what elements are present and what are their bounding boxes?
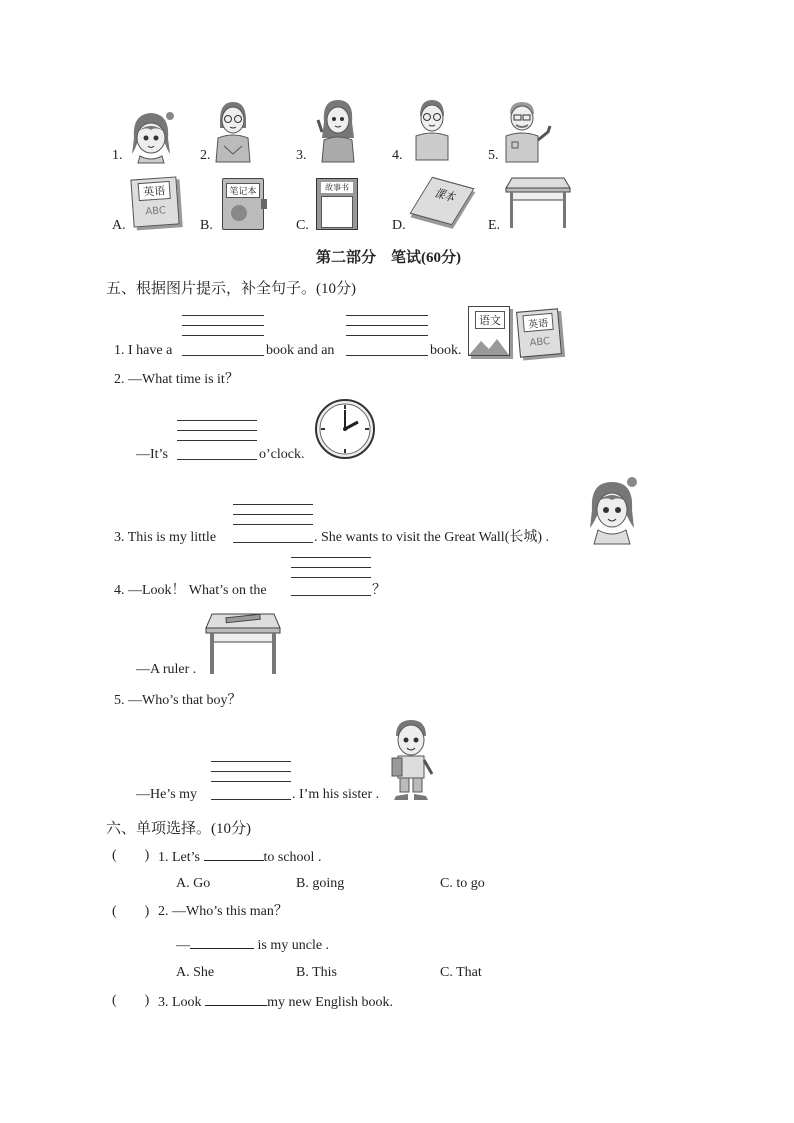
q5-4-answer: —A ruler .	[136, 662, 197, 677]
man-glasses-icon	[412, 98, 452, 162]
q5-4-writing-lines[interactable]	[291, 557, 371, 599]
q5-1-writing-lines-2[interactable]	[346, 315, 428, 357]
q5-2-answer-a: —It’s	[136, 447, 168, 462]
q6-3-blank[interactable]	[205, 993, 267, 1006]
item-letter-d: D.	[392, 218, 406, 233]
q6-2-option-a[interactable]: A. She	[176, 965, 215, 980]
item-letter-a: A.	[112, 218, 126, 233]
q6-2-option-b[interactable]: B. This	[296, 965, 337, 980]
notebook-label: 笔记本	[226, 183, 260, 198]
woman-glasses-icon	[212, 100, 254, 162]
q5-3-writing-lines[interactable]	[233, 504, 313, 546]
monkey-picture-icon	[321, 196, 353, 228]
english-book-2-icon	[516, 308, 562, 357]
flower-icon	[231, 205, 247, 221]
section5-title: 五、根据图片提示，补全句子。(10分)	[106, 281, 356, 297]
storybook-icon	[316, 178, 358, 230]
q6-1-answer-paren[interactable]: ( )	[112, 848, 150, 863]
q5-1-text-b: book and an	[266, 343, 335, 358]
q5-1-text-c: book.	[430, 343, 462, 358]
q6-2-line2	[176, 936, 329, 954]
people-num-5: 5.	[488, 148, 499, 163]
old-man-icon	[502, 100, 554, 162]
q6-1-stem-b: to school .	[263, 850, 322, 865]
notebook-icon	[222, 178, 264, 230]
q6-2-stem: 2. —Who’s this man？	[158, 904, 288, 919]
people-num-4: 4.	[392, 148, 403, 163]
q5-3-text-a: 3. This is my little	[114, 530, 217, 545]
english-book-2-label: 英语	[522, 313, 553, 333]
boy-with-backpack-icon	[386, 718, 436, 802]
chinese-book-icon	[468, 306, 510, 356]
storybook-label: 故事书	[321, 182, 353, 193]
q5-1-text-a: 1. I have a	[114, 343, 173, 358]
q6-3-answer-paren[interactable]: ( )	[112, 993, 150, 1008]
q6-2-answer-paren[interactable]: ( )	[112, 904, 150, 919]
people-num-2: 2.	[200, 148, 211, 163]
item-letter-b: B.	[200, 218, 213, 233]
english-book-label: 英语	[138, 181, 171, 201]
q5-5-question: 5. —Who’s that boy？	[114, 693, 242, 708]
item-letter-c: C.	[296, 218, 309, 233]
textbook-icon	[410, 177, 475, 225]
mountain-icon	[469, 335, 509, 355]
english-book-icon	[130, 176, 179, 227]
item-letter-e: E.	[488, 218, 501, 233]
q6-2-blank[interactable]	[190, 936, 254, 949]
chinese-book-label: 语文	[475, 311, 505, 329]
q6-3-stem	[158, 993, 393, 1011]
q5-2-question: 2. —What time is it？	[114, 372, 239, 387]
q6-1-option-c[interactable]: C. to go	[440, 876, 485, 891]
q6-2-dash: —	[176, 938, 190, 953]
q5-2-answer-b: o’clock.	[259, 447, 305, 462]
q6-1-stem-a: 1. Let’s	[158, 850, 200, 865]
desk-icon	[506, 176, 570, 228]
q5-4-text-a: 4. —Look！ What’s on the	[114, 583, 267, 598]
q5-3-text-b: . She wants to visit the Great Wall(长城) .	[314, 530, 550, 545]
q5-1-writing-lines-1[interactable]	[182, 315, 264, 357]
english-book-abc: ABC	[145, 205, 167, 218]
desk-with-ruler-icon	[206, 608, 280, 674]
q6-2-line2-b: is my uncle .	[257, 938, 330, 953]
people-num-1: 1.	[112, 148, 123, 163]
section6-title: 六、单项选择。(10分)	[106, 821, 251, 837]
clock-icon	[314, 398, 376, 460]
q6-3-stem-b: my new English book.	[267, 995, 394, 1010]
q5-5-text-b: . I’m his sister .	[292, 787, 380, 802]
clasp-icon	[261, 199, 267, 209]
q6-3-stem-a: 3. Look	[158, 995, 202, 1010]
girl-pigtails-icon	[126, 108, 176, 163]
english-book-2-abc: ABC	[529, 336, 551, 349]
q5-5-writing-lines[interactable]	[211, 761, 291, 803]
part2-title: 第二部分 笔试(60分)	[316, 250, 461, 266]
q5-2-writing-lines[interactable]	[177, 420, 257, 462]
q6-1-option-b[interactable]: B. going	[296, 876, 345, 891]
people-num-3: 3.	[296, 148, 307, 163]
q6-2-option-c[interactable]: C. That	[440, 965, 482, 980]
little-sister-icon	[584, 476, 640, 544]
q5-4-text-b: ？	[372, 583, 386, 598]
woman-teacher-icon	[314, 98, 360, 162]
textbook-label: 课本	[431, 186, 459, 205]
q6-1-stem	[158, 848, 321, 866]
q6-1-option-a[interactable]: A. Go	[176, 876, 211, 891]
q6-1-blank[interactable]	[204, 848, 264, 861]
q5-5-text-a: —He’s my	[136, 787, 198, 802]
